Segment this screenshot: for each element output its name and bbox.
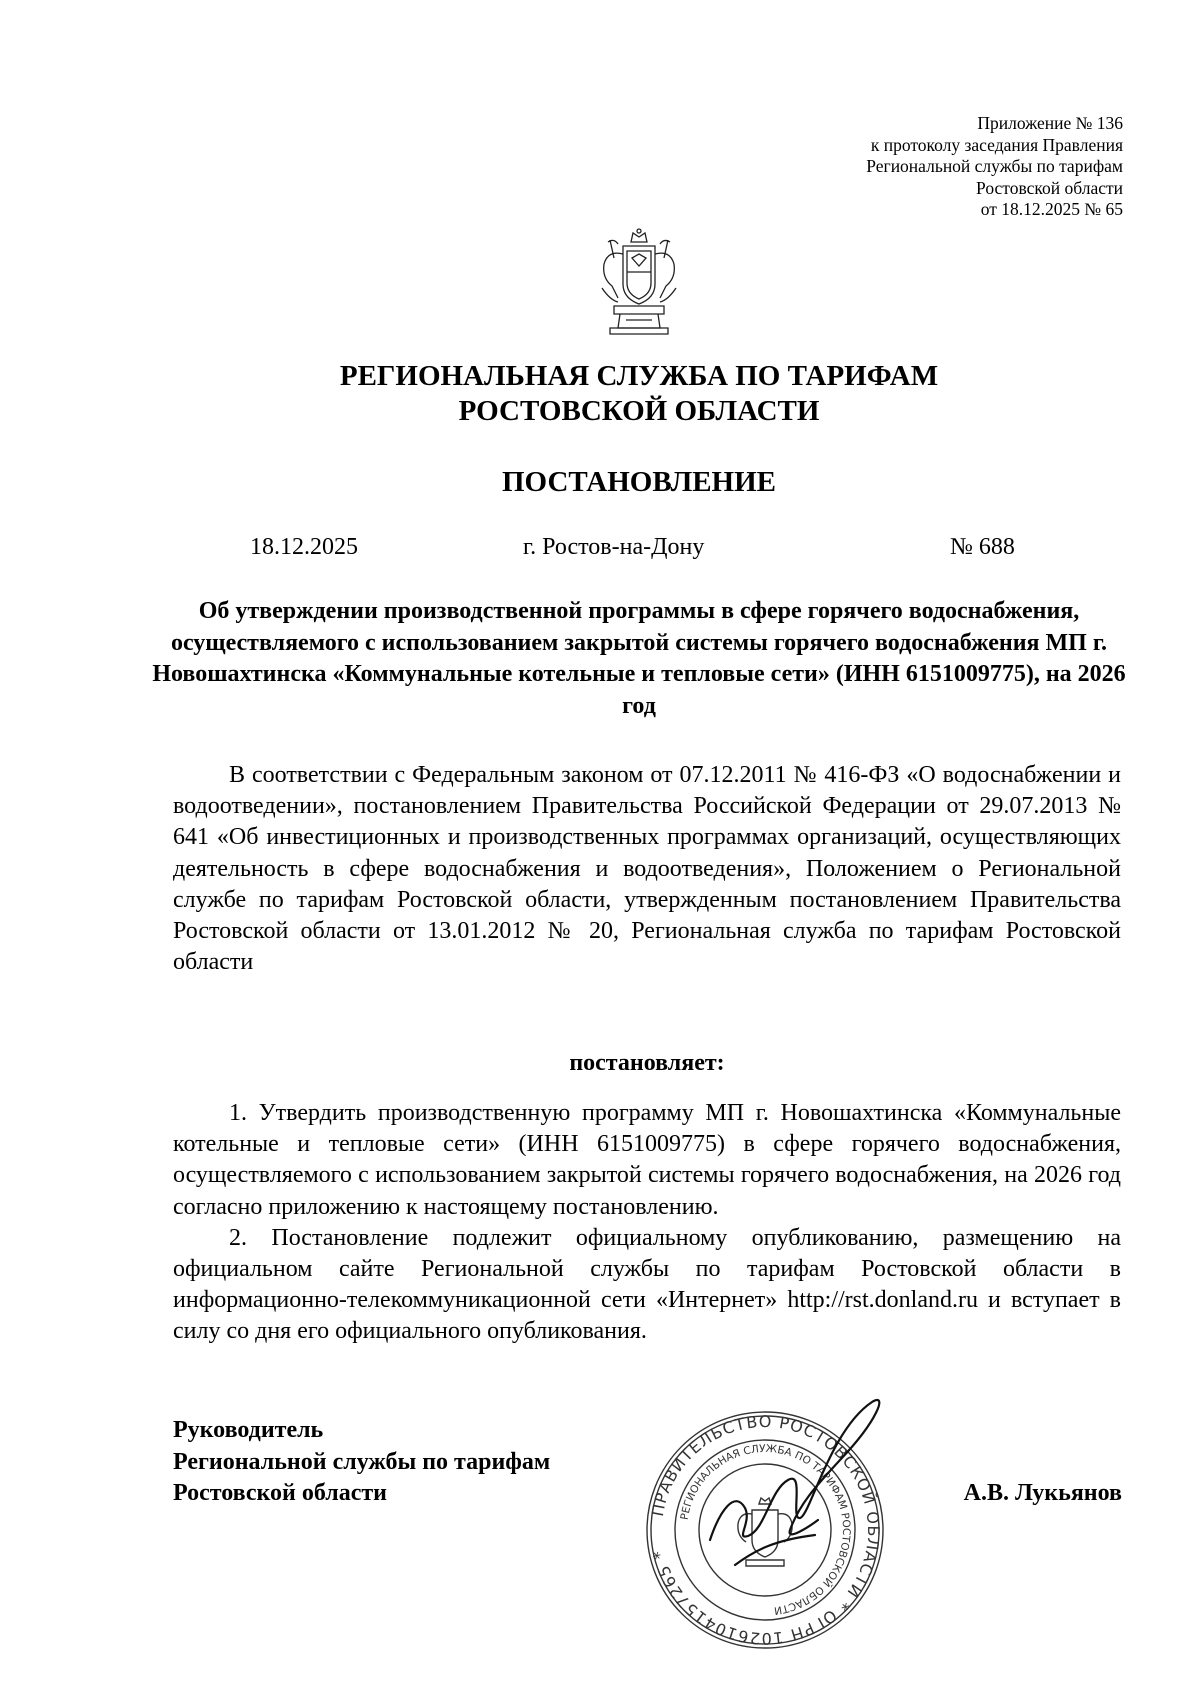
svg-text:РЕГИОНАЛЬНАЯ СЛУЖБА ПО ТАРИФАМ <box>679 1443 852 1617</box>
document-date: 18.12.2025 <box>250 534 358 560</box>
signatory-position-line: Руководитель <box>173 1417 324 1443</box>
coat-of-arms-icon <box>596 228 682 338</box>
document-number: № 688 <box>950 534 1015 560</box>
seal-outer-text: ПРАВИТЕЛЬСТВО РОСТОВСКОЙ ОБЛАСТИ * ОГРН 1026104157265 * <box>647 1411 884 1649</box>
appendix-line: Региональной службы по тарифам <box>866 156 1123 176</box>
appendix-line: Приложение № 136 <box>977 113 1123 133</box>
preamble-paragraph <box>173 760 1121 978</box>
seal-inner-text: РЕГИОНАЛЬНАЯ СЛУЖБА ПО ТАРИФАМ РОСТОВСКОЙ ОБЛАСТИ <box>678 1442 853 1617</box>
resolution-items <box>173 1098 1121 1348</box>
signatory-position-line: Ростовской области <box>173 1480 387 1506</box>
official-seal-icon <box>640 1390 890 1660</box>
signatory-position <box>173 1415 643 1510</box>
preamble-text: В соответствии с Федеральным законом от 07.12.2011 № 416-ФЗ «О водоснабжении и водоотведении», постановлением Правительства Российской Федерации от 29.07.2013 № 641 «Об инвестиционных и производственных программах организаций, осуществляющих деятельность в сфере водоснабжения и водоотведения», Положением о Региональной службе по тарифам Ростовской области, утвержденным постановлением Правительства Ростовской области от 13.01.2012 № 20, Региональная служба по тарифам Ростовской области <box>173 762 1121 976</box>
signatory-name: А.В. Лукьянов <box>963 1480 1122 1506</box>
document-city: г. Ростов-на-Дону <box>523 534 705 560</box>
appendix-note <box>703 113 1123 221</box>
appendix-line: к протоколу заседания Правления <box>870 134 1123 155</box>
organization-name <box>0 359 1200 429</box>
appendix-line: от 18.12.2025 № 65 <box>980 199 1123 219</box>
document-title: Об утверждении производственной программы в сфере горячего водоснабжения, осуществляемого с использованием закрытой системы горячего водоснабжения МП г. Новошахтинска «Коммунальные котельные и тепловые сети» (ИНН 6151009775), на 2026 год <box>152 598 1126 719</box>
resolution-item-2: 2. Постановление подлежит официальному опубликованию, размещению на официальном сайте Региональной службы по тарифам Ростовской области в информационно-телекоммуникационной сети «Интернет» http://rst.donland.ru и вступает в силу со дня его официального опубликования. <box>173 1224 1121 1345</box>
signatory-position-line: Региональной службы по тарифам <box>173 1448 551 1475</box>
appendix-line: Ростовской области <box>976 177 1123 198</box>
decree-word: постановляет: <box>569 1050 725 1076</box>
organization-line: РОСТОВСКОЙ ОБЛАСТИ <box>458 395 820 427</box>
organization-line: РЕГИОНАЛЬНАЯ СЛУЖБА ПО ТАРИФАМ <box>339 360 939 392</box>
resolution-item-1: 1. Утвердить производственную программу МП г. Новошахтинска «Коммунальные котельные и тепловые сети» (ИНН 6151009775) в сфере горячего водоснабжения, осуществляемого с использованием закрытой системы горячего водоснабжения, на 2026 год согласно приложению к настоящему постановлению. <box>173 1100 1121 1220</box>
document-type: ПОСТАНОВЛЕНИЕ <box>501 466 776 498</box>
